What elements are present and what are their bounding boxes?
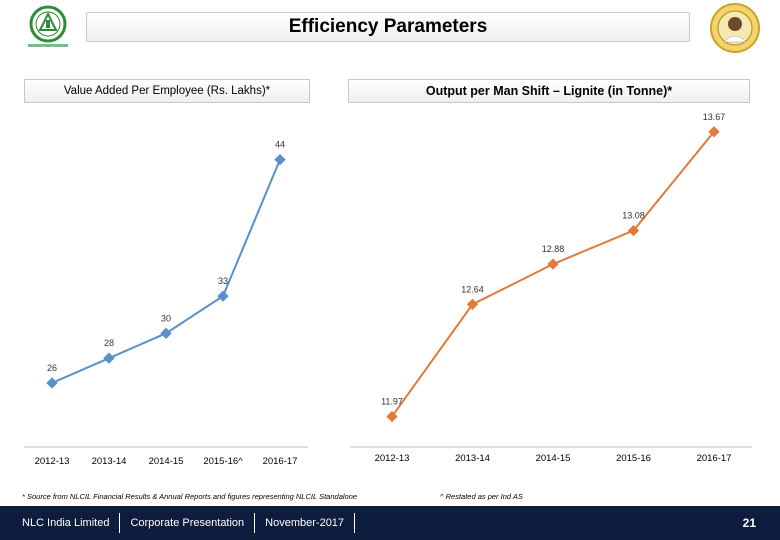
page-title: Efficiency Parameters: [288, 16, 488, 37]
data-label-1-0: 26: [46, 362, 58, 373]
footer-date: November-2017: [255, 513, 355, 533]
data-label-1-2: 30: [160, 313, 172, 324]
x-tick-label-1-4: 2016-17: [262, 456, 298, 467]
x-tick-label-1-2: 2014-15: [148, 456, 184, 467]
page-number: 21: [742, 516, 756, 530]
data-point-1-4: [274, 154, 285, 165]
data-label-1-3: 33: [217, 276, 229, 287]
data-label-2-1: 12.64: [461, 284, 484, 295]
right-chart-title: Output per Man Shift – Lignite (in Tonne)*: [348, 79, 750, 103]
data-point-1-3: [217, 290, 228, 301]
data-point-1-0: [46, 377, 57, 388]
x-tick-label-2-2: 2014-15: [535, 453, 571, 464]
footnote-source: * Source from NLCIL Financial Results & Annual Reports and figures representing NLCIL Standalone: [22, 492, 358, 501]
x-tick-label-2-0: 2012-13: [374, 453, 410, 464]
series-line-1: [52, 160, 280, 383]
data-point-1-2: [160, 328, 171, 339]
x-tick-label-2-3: 2015-16: [616, 453, 651, 464]
series-line-2: [392, 132, 714, 417]
data-label-2-3: 13.08: [622, 210, 645, 221]
footnote-restated: ^ Restated as per Ind AS: [440, 492, 523, 501]
x-tick-label-1-1: 2013-14: [91, 456, 127, 467]
data-label-1-1: 28: [103, 338, 115, 349]
x-tick-label-2-1: 2013-14: [455, 453, 490, 464]
data-point-1-1: [103, 352, 114, 363]
data-label-1-4: 44: [274, 139, 286, 150]
data-label-2-2: 12.88: [541, 244, 565, 255]
footer-org: NLC India Limited: [0, 513, 120, 533]
x-tick-label-1-3: 2015-16^: [203, 456, 243, 467]
x-tick-label-2-4: 2016-17: [696, 453, 732, 464]
data-point-2-2: [547, 258, 558, 269]
footer-doc: Corporate Presentation: [120, 513, 255, 533]
data-label-2-0: 11.97: [381, 396, 403, 407]
footer-bar: [0, 506, 780, 540]
x-tick-label-1-0: 2012-13: [34, 456, 70, 467]
left-chart-title: Value Added Per Employee (Rs. Lakhs)*: [24, 79, 310, 103]
data-label-2-4: 13.67: [702, 111, 726, 122]
